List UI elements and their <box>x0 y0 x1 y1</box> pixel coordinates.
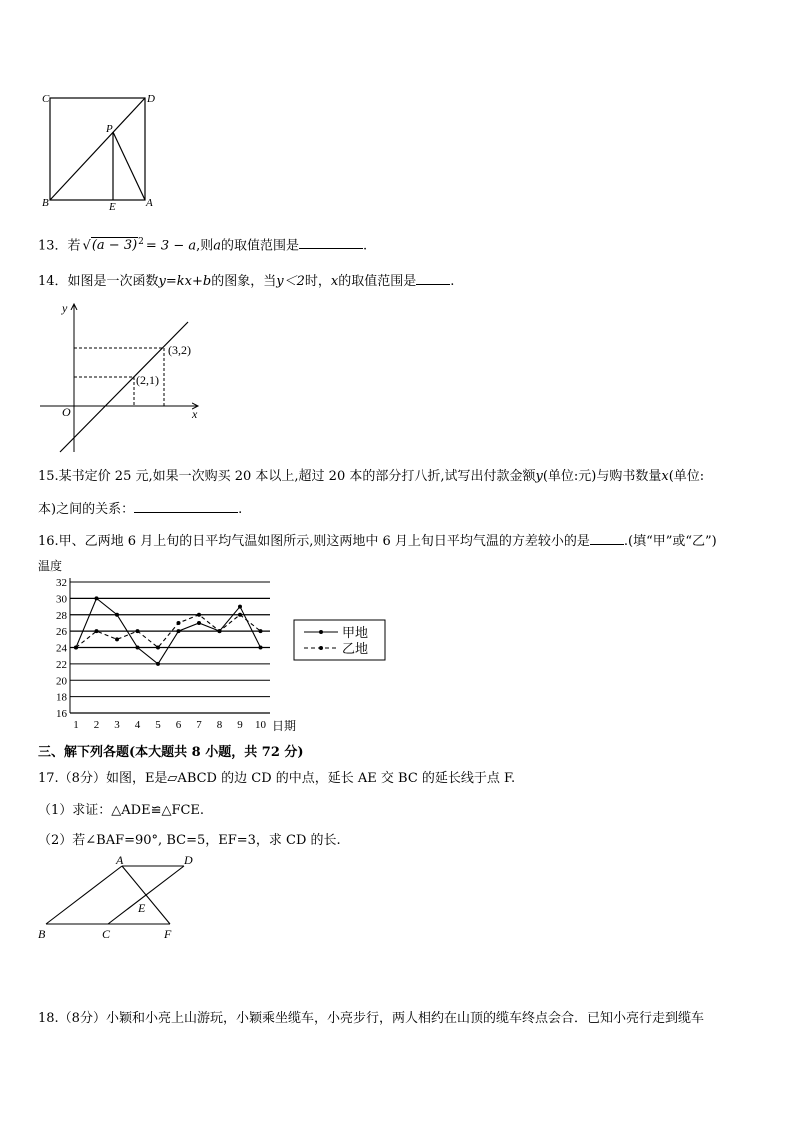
y-tick-label: 20 <box>56 675 67 688</box>
y-axis-label: y <box>62 301 68 315</box>
y-tick-label: 30 <box>56 593 67 606</box>
point-label-2-1: (2,1) <box>136 373 159 387</box>
label-c: C <box>102 927 111 941</box>
data-point <box>74 646 78 650</box>
data-point <box>136 629 140 633</box>
data-point <box>156 646 160 650</box>
label-e: E <box>138 901 146 915</box>
data-point <box>115 613 119 617</box>
label-a: A <box>116 853 124 867</box>
y-tick-label: 18 <box>56 691 67 704</box>
question-17-stem: 17.（8分）如图，E是▱ABCD 的边 CD 的中点，延长 AE 交 BC 的延长线于点 F. <box>38 771 516 786</box>
x-tick-label: 4 <box>134 719 141 731</box>
label-f: F <box>164 927 172 941</box>
legend-marker <box>319 630 323 634</box>
label-b: B <box>42 197 49 209</box>
parallelogram-figure <box>36 852 206 942</box>
y-tick-label: 22 <box>56 658 67 671</box>
answer-blank[interactable] <box>299 236 363 249</box>
x-axis-label: x <box>192 407 198 421</box>
answer-blank[interactable] <box>590 532 624 545</box>
y-tick-label: 32 <box>56 577 67 589</box>
y-tick-label: 28 <box>56 609 67 622</box>
question-14: 14．如图是一次函数y=kx+b的图象，当y＜2时，x的取值范围是 . <box>38 274 455 289</box>
data-point <box>259 629 263 633</box>
data-point <box>197 621 201 625</box>
data-point <box>156 662 160 666</box>
question-15-line2: 本)之间的关系： . <box>38 502 243 517</box>
section-3-title: 三、解下列各题(本大题共 8 小题，共 72 分) <box>38 745 304 760</box>
data-point <box>238 605 242 609</box>
y-tick-label: 24 <box>56 642 67 655</box>
x-tick-label: 1 <box>73 719 79 731</box>
label-a: A <box>146 197 153 209</box>
question-17-part1: （1）求证：△ADE≌△FCE. <box>38 803 205 818</box>
legend-box <box>294 620 385 660</box>
temperature-chart <box>36 558 396 738</box>
y-axis-label: 温度 <box>38 559 63 573</box>
linear-function-graph <box>36 298 216 458</box>
data-point <box>95 596 99 600</box>
diagonal-bd <box>50 98 145 200</box>
data-point <box>218 629 222 633</box>
point-label-3-2: (3,2) <box>168 343 191 357</box>
x-tick-label: 6 <box>175 719 182 731</box>
label-b: B <box>38 927 46 941</box>
x-tick-label: 10 <box>255 719 266 731</box>
x-tick-label: 5 <box>155 719 161 731</box>
question-17-part2: （2）若∠BAF=90°, BC=5，EF=3，求 CD 的长. <box>38 833 341 848</box>
sqrt-expression: $√(a - 3)^2$ <box>82 237 144 254</box>
question-18: 18.（8分）小颖和小亮上山游玩，小颖乘坐缆车，小亮步行，两人相约在山顶的缆车终点会合．已知小亮行走到缆车 <box>38 1011 704 1026</box>
data-point <box>177 629 181 633</box>
side-ba <box>46 866 122 924</box>
question-13: 13．若 $√(a - 3)^2 = 3 - a$,则a的取值范围是 . <box>38 234 367 254</box>
data-point <box>197 613 201 617</box>
legend-label: 甲地 <box>342 625 369 640</box>
label-p: P <box>106 123 113 135</box>
data-point <box>259 646 263 650</box>
legend-marker <box>319 646 323 650</box>
square-figure <box>36 88 166 214</box>
data-point <box>115 637 119 641</box>
data-point <box>177 621 181 625</box>
answer-blank[interactable] <box>134 500 238 513</box>
x-axis-label: 日期 <box>272 719 297 733</box>
label-d: D <box>147 93 155 105</box>
legend-label: 乙地 <box>342 641 369 656</box>
function-line <box>60 322 188 452</box>
x-tick-label: 3 <box>114 719 120 731</box>
y-tick-label: 16 <box>56 708 67 720</box>
label-e: E <box>109 201 116 213</box>
question-16: 16.甲、乙两地 6 月上旬的日平均气温如图所示,则这两地中 6 月上旬日平均气温的方差较小的是 .(填“甲”或“乙”) <box>38 534 717 549</box>
segment-pa <box>113 132 145 200</box>
data-point <box>95 629 99 633</box>
y-tick-label: 26 <box>56 626 67 639</box>
data-point <box>238 613 242 617</box>
x-tick-label: 9 <box>237 719 243 731</box>
x-tick-label: 2 <box>93 719 100 731</box>
x-tick-label: 7 <box>196 719 202 731</box>
origin-label: O <box>62 405 71 419</box>
question-15-line1: 15.某书定价 25 元,如果一次购买 20 本以上,超过 20 本的部分打八折,试写出付款金额y(单位:元)与购书数量x(单位: <box>38 469 705 484</box>
line-af <box>122 866 170 924</box>
label-c: C <box>42 93 50 105</box>
answer-blank[interactable] <box>416 272 450 285</box>
data-point <box>136 646 140 650</box>
x-tick-label: 8 <box>216 719 223 731</box>
label-d: D <box>184 853 193 867</box>
